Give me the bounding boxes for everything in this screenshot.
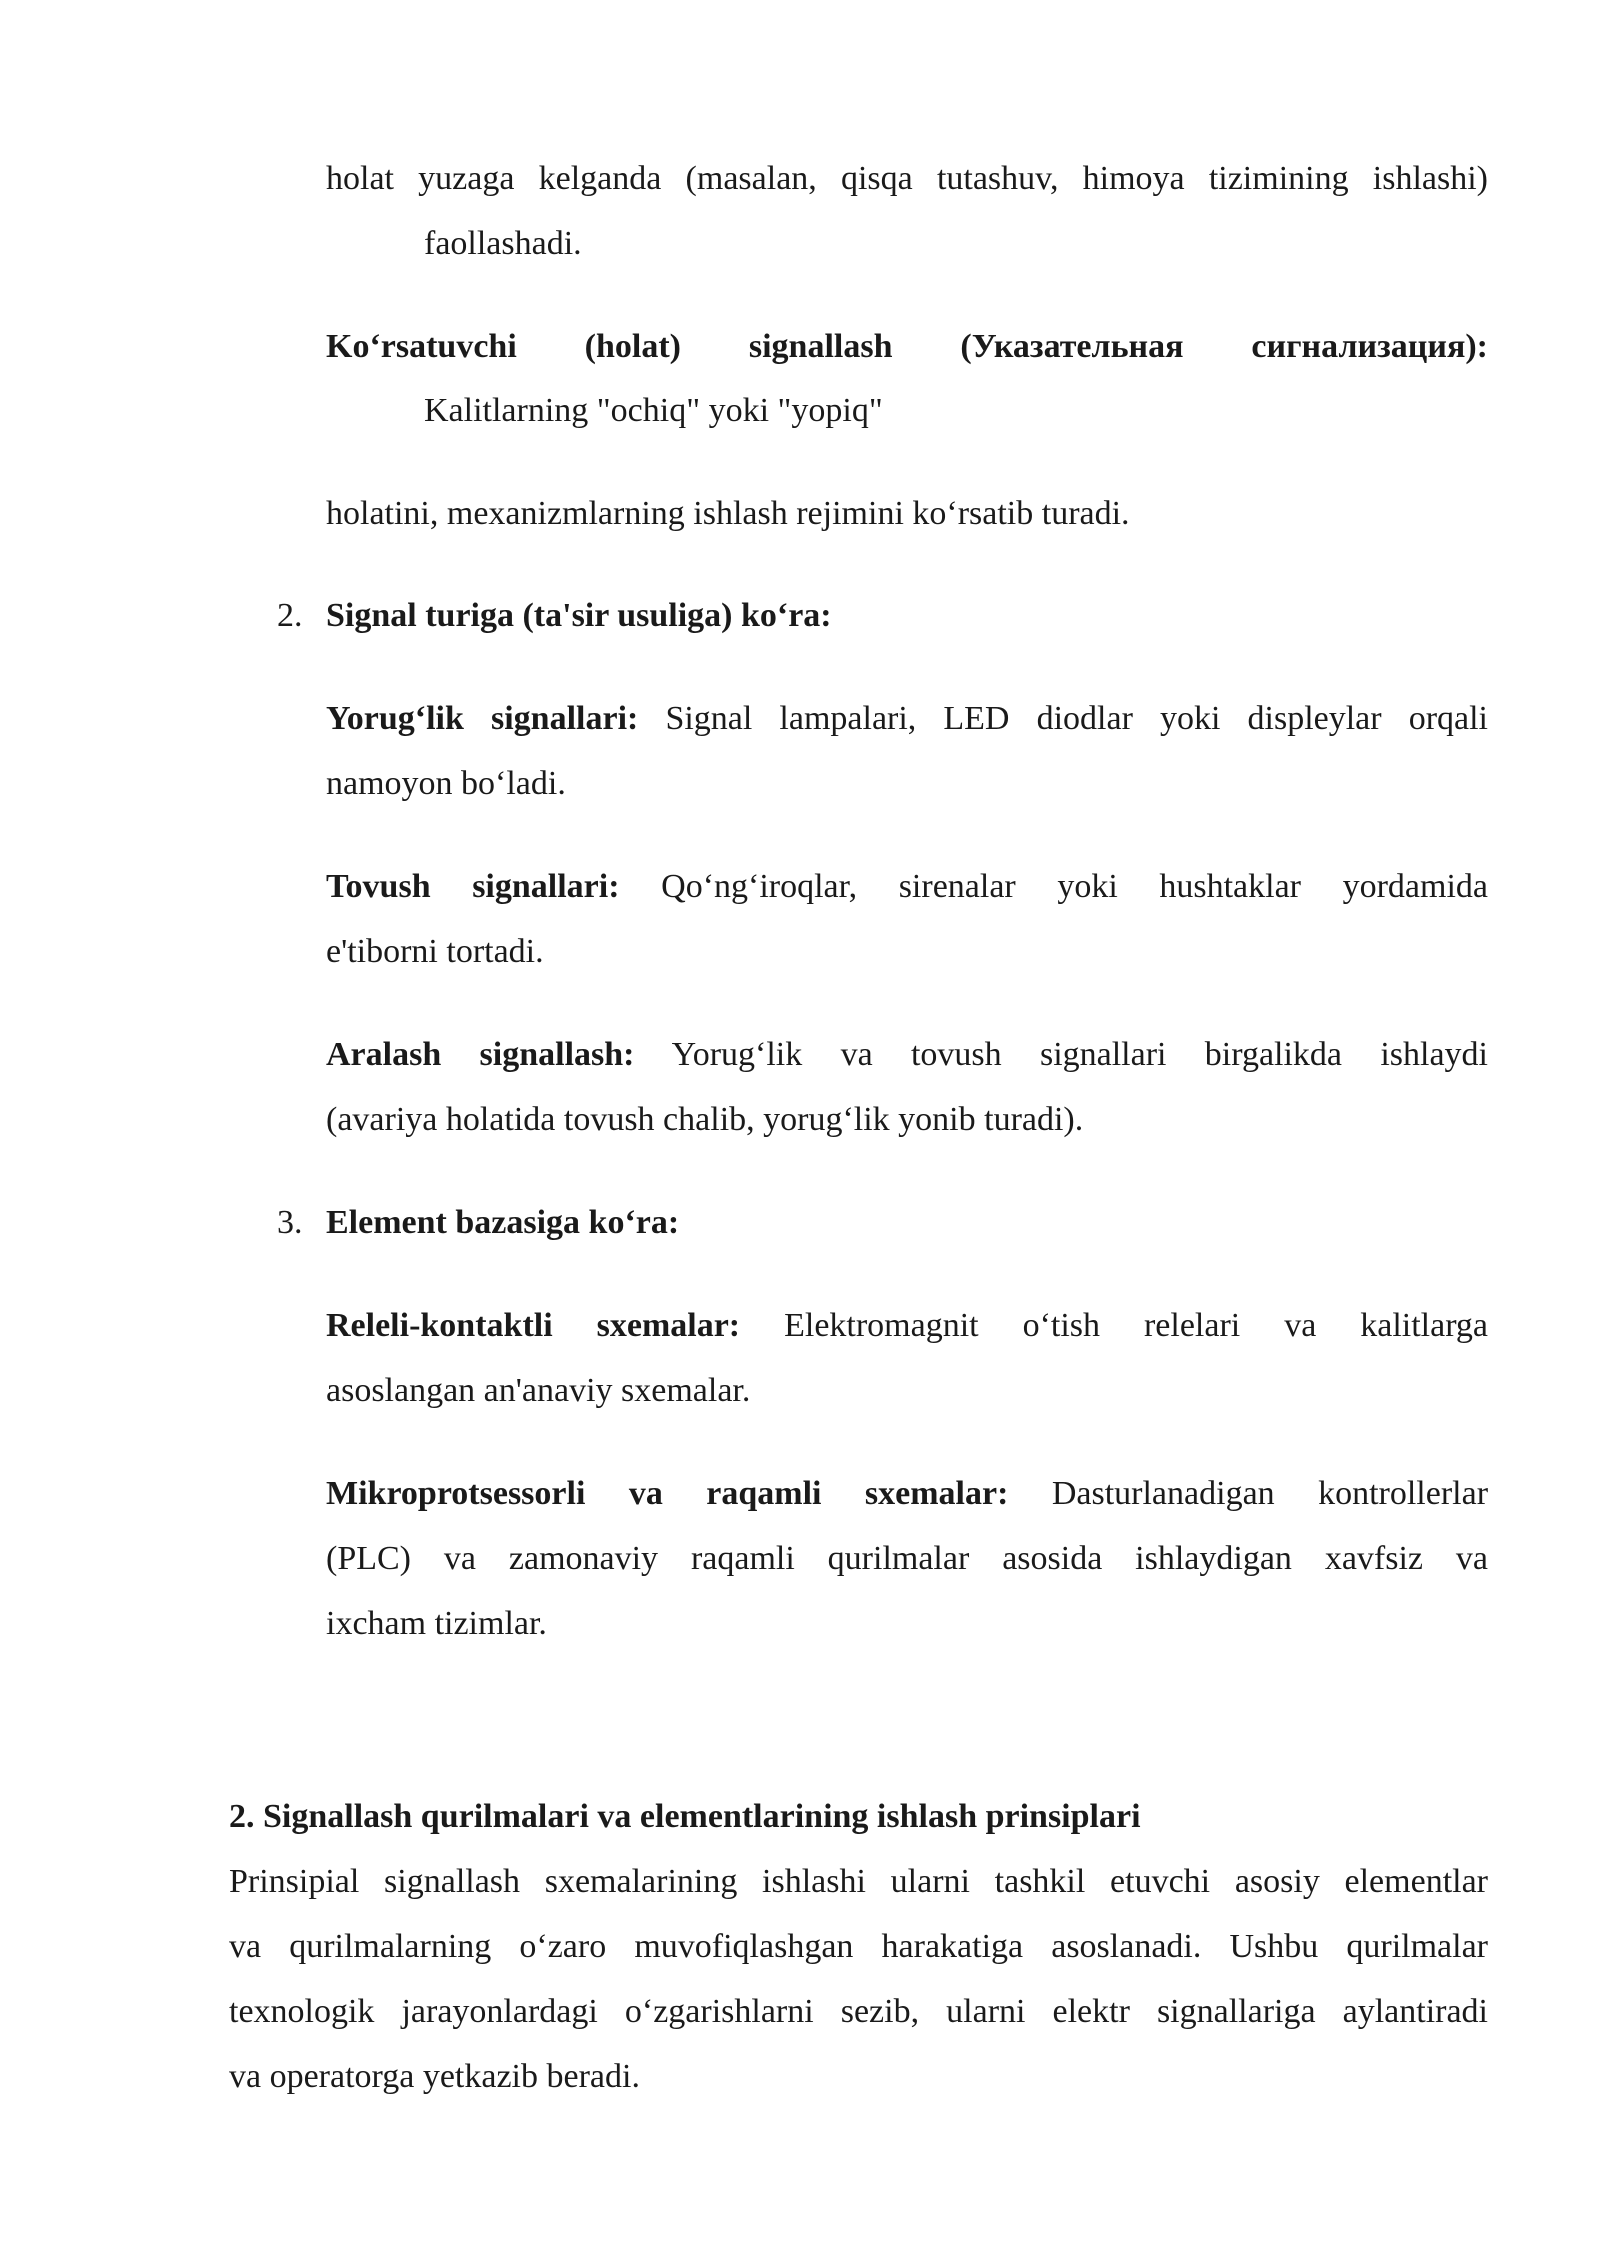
term-label: Mikroprotsessorli va raqamli sxemalar: [326,1475,1009,1512]
paragraph-line: asoslangan an'anaviy sxemalar. [326,1372,751,1409]
paragraph-line: Releli-kontaktli sxemalar: Elektromagnit o‘tish relelari va kalitlarga [326,1307,1489,1344]
list-heading: Signal turiga (ta'sir usuliga) ko‘ra: [326,597,832,634]
list-number: 3. [277,1204,303,1241]
term-label: Yorug‘lik signallari: [326,700,639,737]
paragraph-line: texnologik jarayonlardagi o‘zgarishlarni sezib, ularni elektr signallariga aylantiradi [229,1993,1488,2030]
list-heading: Element bazasiga ko‘ra: [326,1204,680,1241]
paragraph-line: Aralash signallash: Yorug‘lik va tovush signallari birgalikda ishlaydi [326,1036,1488,1073]
paragraph-line: holat yuzaga kelganda (masalan, qisqa tutashuv, himoya tizimining ishlashi) [326,160,1488,197]
paragraph-line: (PLC) va zamonaviy raqamli qurilmalar asosida ishlaydigan xavfsiz va [326,1540,1488,1577]
paragraph-line: faollashadi. [424,225,582,262]
term-label: Releli-kontaktli sxemalar: [326,1307,741,1344]
paragraph-line: Mikroprotsessorli va raqamli sxemalar: Dasturlanadigan kontrollerlar [326,1475,1489,1512]
paragraph-line: Prinsipial signallash sxemalarining ishlashi ularni tashkil etuvchi asosiy elementlar [229,1863,1488,1900]
paragraph-line: Yorug‘lik signallari: Signal lampalari, LED diodlar yoki displeylar orqali [326,700,1488,737]
paragraph-line: va operatorga yetkazib beradi. [229,2058,640,2095]
paragraph-line: holatini, mexanizmlarning ishlash rejimini ko‘rsatib turadi. [326,495,1130,532]
list-number: 2. [277,597,303,634]
paragraph-line: namoyon bo‘ladi. [326,765,566,802]
paragraph-line: ixcham tizimlar. [326,1605,547,1642]
paragraph-line: va qurilmalarning o‘zaro muvofiqlashgan harakatiga asoslanadi. Ushbu qurilmalar [229,1928,1488,1965]
term-label: Tovush signallari: [326,868,620,905]
paragraph-line: Tovush signallari: Qo‘ng‘iroqlar, sirenalar yoki hushtaklar yordamida [326,868,1488,905]
term-heading: Ko‘rsatuvchi (holat) signallash (Указательная сигнализация): [326,328,1488,365]
paragraph-line: Kalitlarning "ochiq" yoki "yopiq" [424,392,883,429]
paragraph-line: e'tiborni tortadi. [326,933,544,970]
section-heading: 2. Signallash qurilmalari va elementlarining ishlash prinsiplari [229,1798,1141,1835]
paragraph-line: (avariya holatida tovush chalib, yorug‘lik yonib turadi). [326,1101,1084,1138]
term-label: Aralash signallash: [326,1036,635,1073]
